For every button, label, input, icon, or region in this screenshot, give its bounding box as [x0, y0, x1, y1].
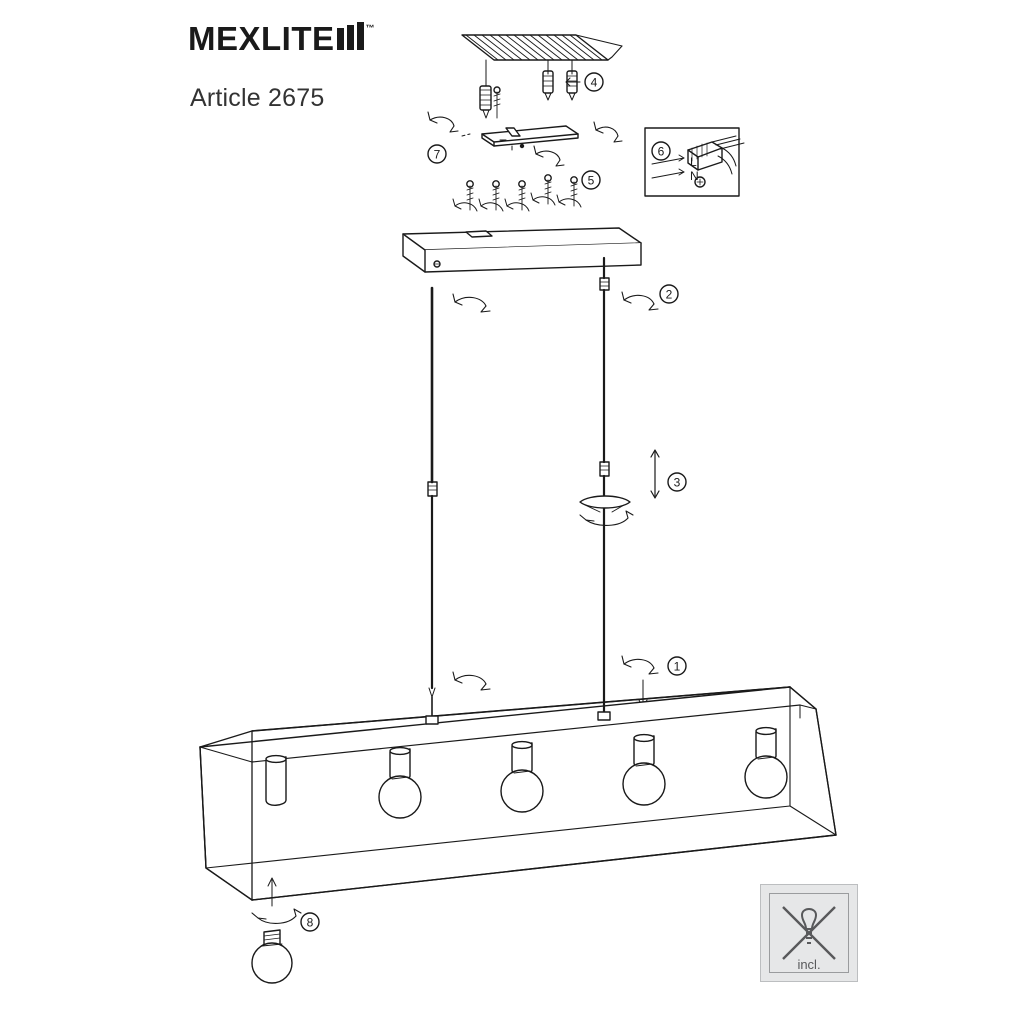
wiring-inset [645, 128, 744, 196]
svg-text:8: 8 [306, 915, 314, 930]
svg-text:N: N [690, 169, 699, 183]
svg-text:4: 4 [590, 75, 598, 90]
svg-text:1: 1 [673, 659, 681, 674]
right-suspension-cord [580, 258, 658, 700]
svg-text:6: 6 [657, 144, 665, 159]
mounting-plate [482, 126, 578, 150]
left-suspension-rod [428, 288, 490, 697]
svg-text:7: 7 [433, 147, 441, 162]
bulb-not-included-badge [760, 884, 858, 982]
canopy-bar [403, 228, 641, 272]
ceiling-surface [462, 35, 622, 60]
svg-text:L: L [690, 155, 697, 169]
callout-3 [651, 450, 686, 498]
svg-text:2: 2 [665, 287, 673, 302]
svg-text:5: 5 [587, 173, 595, 188]
badge-label: incl. [797, 957, 821, 972]
callout-2 [660, 285, 678, 303]
trademark-symbol: ™ [365, 23, 375, 33]
brand-wordmark: MEXLITE [188, 20, 335, 57]
callout-7 [428, 145, 446, 163]
article-number: Article 2675 [190, 84, 325, 112]
ceiling-anchors [480, 60, 577, 118]
callout-5 [582, 171, 600, 189]
svg-text:3: 3 [673, 475, 681, 490]
ceiling-screws [453, 175, 581, 211]
